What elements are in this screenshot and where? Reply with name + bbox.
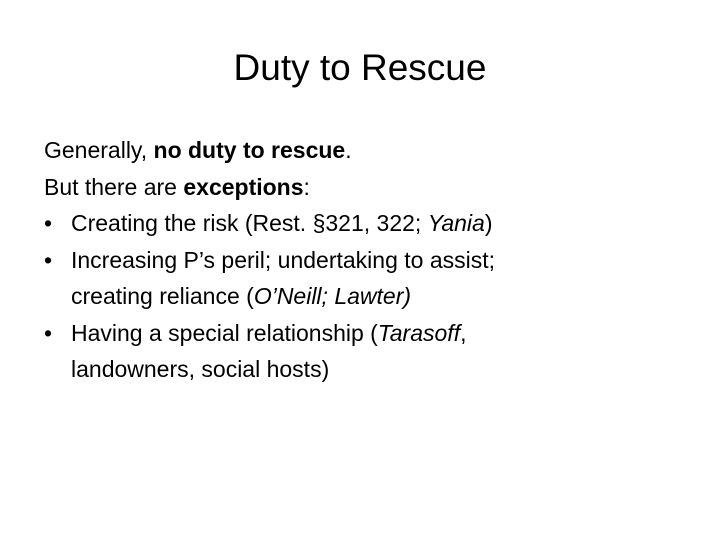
case-name-italic: Yania: [427, 210, 485, 236]
paragraph-exceptions-intro: [44, 169, 684, 206]
paragraph-text: Generally,: [44, 137, 154, 163]
paragraph-general-rule: [44, 132, 684, 169]
paragraph-bold-text: exceptions: [183, 173, 304, 200]
bullet-text: creating reliance (: [71, 283, 254, 309]
paragraph-text: :: [303, 173, 310, 200]
bullet-text: ): [484, 210, 493, 236]
exceptions-list: [44, 205, 684, 388]
bullet-text: landowners, social hosts): [71, 356, 330, 382]
bullet-marker: •: [44, 246, 53, 273]
bullet-text: Having a special relationship (: [71, 319, 378, 346]
bullet-marker: •: [44, 319, 53, 346]
case-name-italic: O’Neill; Lawter): [253, 283, 412, 309]
paragraph-text: .: [345, 137, 352, 163]
paragraph-bold-text: no duty to rescue: [153, 137, 346, 163]
case-name-italic: Tarasoff: [377, 319, 461, 346]
bullet-text: Creating the risk (Rest. §321, 322;: [71, 210, 428, 236]
bullet-text: Increasing P’s peril; undertaking to assist;: [71, 246, 496, 273]
bullet-marker: •: [44, 210, 53, 236]
list-item-creating-risk: [44, 205, 684, 242]
list-item-special-relationship: [44, 315, 684, 388]
paragraph-text: But there are: [44, 173, 184, 200]
slide-title: Duty to Rescue: [233, 47, 487, 88]
bullet-text: ,: [460, 319, 467, 346]
list-item-increasing-peril: [44, 242, 684, 315]
slide-body: [44, 132, 684, 388]
